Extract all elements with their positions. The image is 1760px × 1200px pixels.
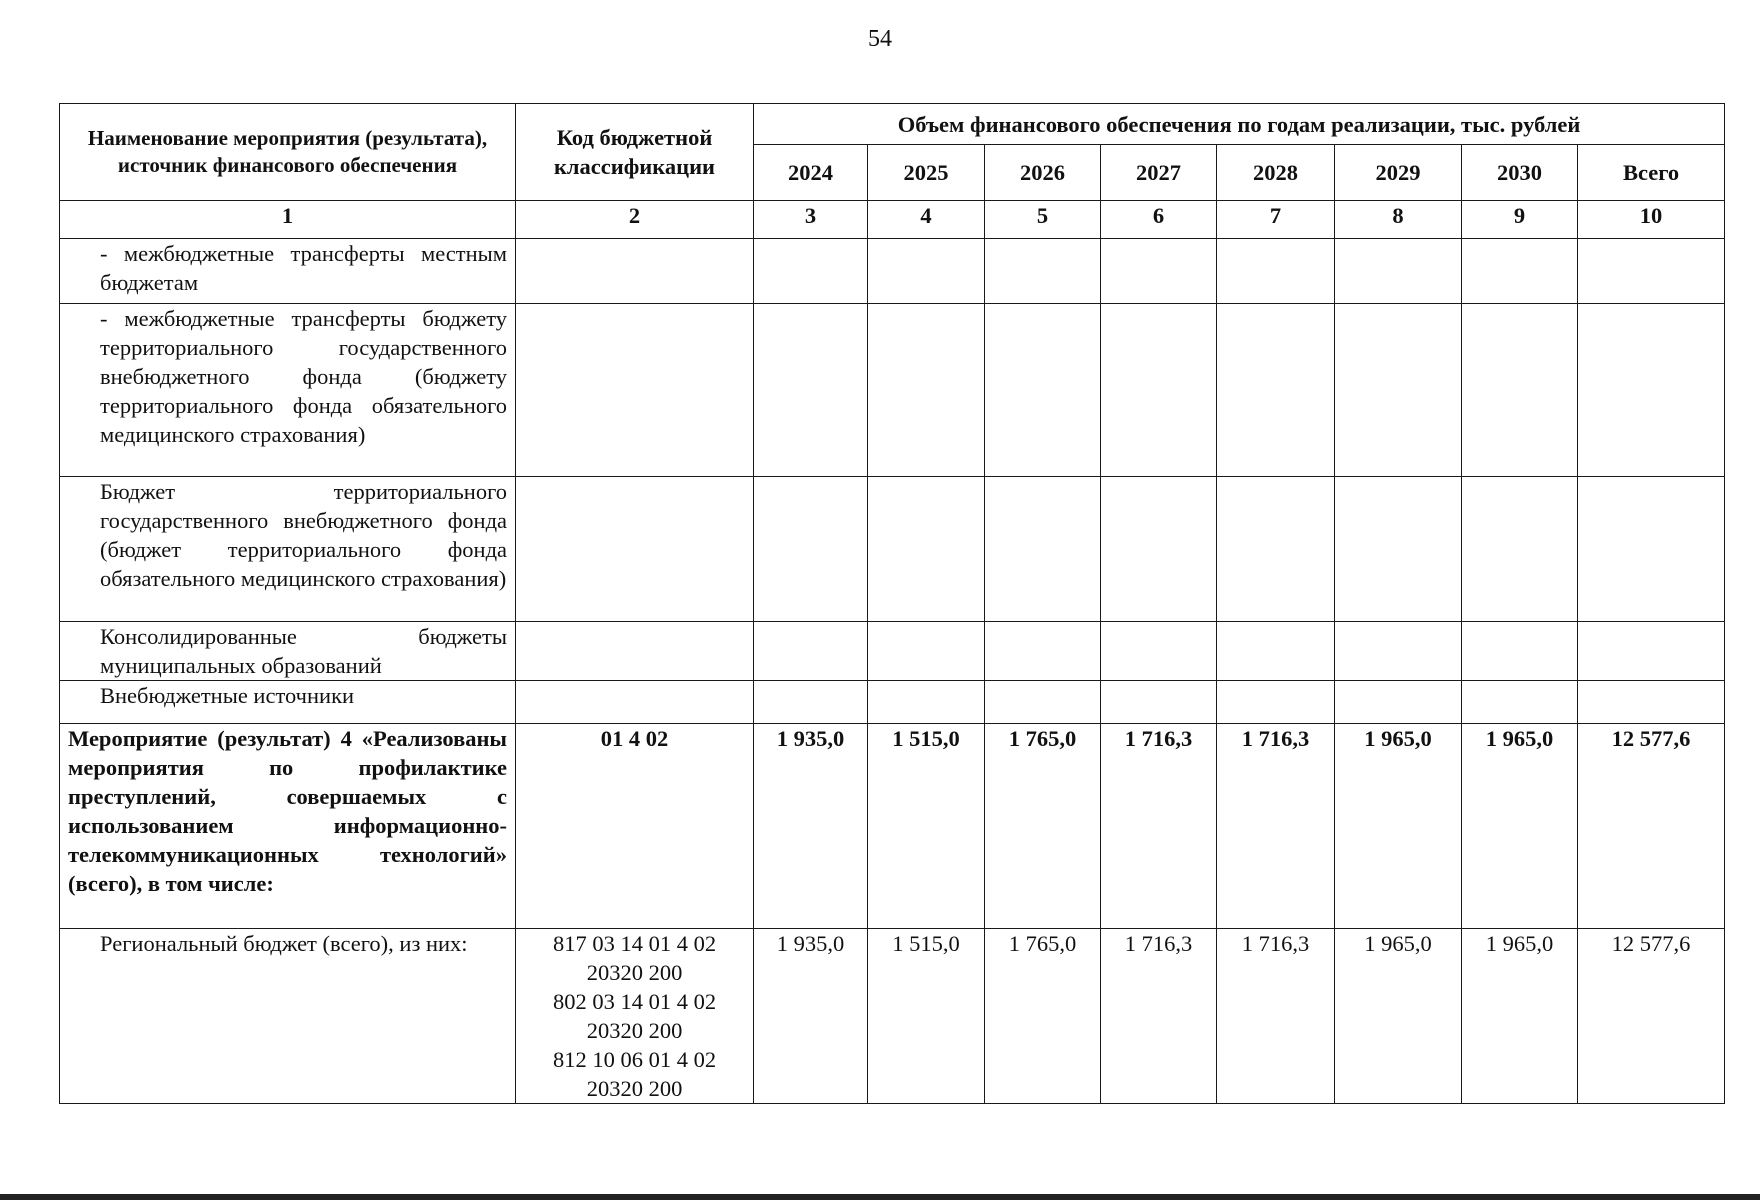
code-line: 802 03 14 01 4 02 (552, 989, 717, 1014)
financing-table (59, 103, 1725, 1104)
value-cell: 12 577,6 (1578, 929, 1725, 1104)
row-name (60, 929, 516, 1104)
header-total: Всего (1578, 145, 1725, 201)
value-cell (868, 477, 985, 622)
row-name (60, 477, 516, 622)
table-row (60, 681, 1725, 724)
column-number: 7 (1217, 201, 1335, 239)
header-year: 2026 (985, 145, 1101, 201)
row-name-text: - межбюджетные трансферты местным бюджетам (100, 241, 507, 295)
header-code: Код бюджетной классификации (516, 104, 754, 201)
value-cell (1578, 681, 1725, 724)
value-cell (754, 622, 868, 681)
header-row-top (60, 104, 1725, 145)
value-cell (754, 304, 868, 477)
value-cell (868, 304, 985, 477)
column-number: 3 (754, 201, 868, 239)
value-cell: 1 716,3 (1101, 724, 1217, 929)
header-year: 2028 (1217, 145, 1335, 201)
column-number: 2 (516, 201, 754, 239)
column-number-row (60, 201, 1725, 239)
value-cell: 1 965,0 (1462, 929, 1578, 1104)
value-cell: 1 965,0 (1335, 724, 1462, 929)
row-name (60, 681, 516, 724)
value-cell (985, 681, 1101, 724)
row-name (60, 304, 516, 477)
code-line: 20320 200 (586, 960, 683, 985)
table-row (60, 724, 1725, 929)
value-cell (1217, 304, 1335, 477)
code-line: 20320 200 (586, 1018, 683, 1043)
value-cell: 1 765,0 (985, 724, 1101, 929)
value-cell (1335, 477, 1462, 622)
value-cell (985, 239, 1101, 304)
value-cell (1217, 622, 1335, 681)
value-cell (754, 477, 868, 622)
code-line: 20320 200 (586, 1076, 683, 1101)
row-code (516, 239, 754, 304)
value-cell: 1 716,3 (1101, 929, 1217, 1104)
value-cell (1578, 239, 1725, 304)
row-name-text: Региональный бюджет (всего), из них: (100, 931, 468, 956)
value-cell (1335, 622, 1462, 681)
value-cell (754, 681, 868, 724)
value-cell (1462, 304, 1578, 477)
value-cell (1578, 622, 1725, 681)
value-cell (1578, 477, 1725, 622)
value-cell (1217, 681, 1335, 724)
row-name-text: Консолидированные бюджеты муниципальных образований (100, 624, 507, 678)
row-code (516, 304, 754, 477)
column-number: 10 (1578, 201, 1725, 239)
value-cell (1462, 477, 1578, 622)
value-cell: 1 716,3 (1217, 724, 1335, 929)
row-name-text: Внебюджетные источники (100, 683, 355, 708)
value-cell (985, 477, 1101, 622)
table-row (60, 477, 1725, 622)
column-number: 5 (985, 201, 1101, 239)
value-cell (985, 304, 1101, 477)
column-number: 1 (60, 201, 516, 239)
value-cell (754, 239, 868, 304)
code-line: 812 10 06 01 4 02 (552, 1047, 717, 1072)
column-number: 8 (1335, 201, 1462, 239)
header-year: 2030 (1462, 145, 1578, 201)
table-row (60, 622, 1725, 681)
value-cell: 1 515,0 (868, 724, 985, 929)
value-cell (1101, 477, 1217, 622)
value-cell (1101, 622, 1217, 681)
row-name-text: - межбюджетные трансферты бюджету территориального государственного внебюджетного фонда (бюджету территориального фонда обязательного медицинского страхования) (100, 306, 507, 447)
header-name: Наименование мероприятия (результата), источник финансового обеспечения (60, 104, 516, 201)
row-code (516, 622, 754, 681)
value-cell (1335, 681, 1462, 724)
row-name-text: Бюджет территориального государственного внебюджетного фонда (бюджет территориального фонда обязательного медицинского страхования) (100, 479, 507, 591)
page-number: 54 (868, 26, 892, 52)
value-cell (1462, 622, 1578, 681)
table-row (60, 304, 1725, 477)
code-line: 817 03 14 01 4 02 (552, 931, 717, 956)
table-row (60, 929, 1725, 1104)
row-code (516, 681, 754, 724)
row-name (60, 239, 516, 304)
value-cell (1462, 239, 1578, 304)
value-cell (1217, 477, 1335, 622)
row-code (516, 929, 754, 1104)
row-name: Мероприятие (результат) 4 «Реализованы мероприятия по профилактике преступлений, совершаемых с использованием информационно-телекоммуникационных технологий» (всего), в том числе: (60, 724, 516, 929)
value-cell (1101, 681, 1217, 724)
value-cell (985, 622, 1101, 681)
value-cell: 1 965,0 (1335, 929, 1462, 1104)
value-cell (868, 681, 985, 724)
header-year: 2025 (868, 145, 985, 201)
value-cell (868, 239, 985, 304)
row-code (516, 477, 754, 622)
value-cell (1217, 239, 1335, 304)
value-cell: 1 935,0 (754, 929, 868, 1104)
page-bottom-border (0, 1194, 1760, 1200)
value-cell (1335, 304, 1462, 477)
value-cell: 1 965,0 (1462, 724, 1578, 929)
row-code: 01 4 02 (516, 724, 754, 929)
value-cell: 1 935,0 (754, 724, 868, 929)
value-cell: 12 577,6 (1578, 724, 1725, 929)
value-cell: 1 716,3 (1217, 929, 1335, 1104)
value-cell (1101, 304, 1217, 477)
column-number: 9 (1462, 201, 1578, 239)
value-cell: 1 765,0 (985, 929, 1101, 1104)
value-cell: 1 515,0 (868, 929, 985, 1104)
header-year: 2029 (1335, 145, 1462, 201)
row-name (60, 622, 516, 681)
column-number: 6 (1101, 201, 1217, 239)
value-cell (868, 622, 985, 681)
value-cell (1101, 239, 1217, 304)
value-cell (1578, 304, 1725, 477)
table-row (60, 239, 1725, 304)
header-year: 2024 (754, 145, 868, 201)
header-volume: Объем финансового обеспечения по годам реализации, тыс. рублей (754, 104, 1725, 145)
value-cell (1462, 681, 1578, 724)
column-number: 4 (868, 201, 985, 239)
value-cell (1335, 239, 1462, 304)
header-year: 2027 (1101, 145, 1217, 201)
